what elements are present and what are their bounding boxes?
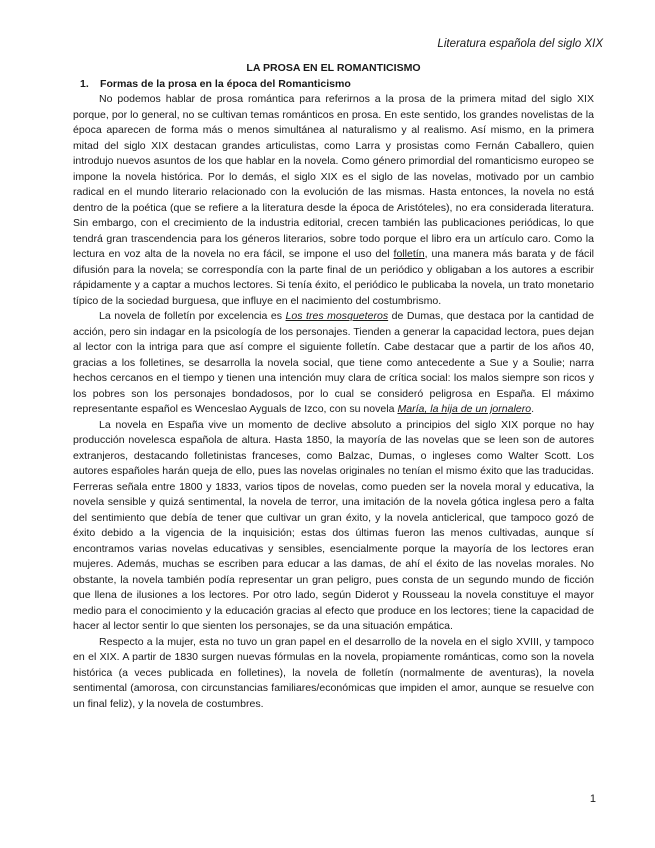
document-body bbox=[73, 61, 594, 712]
paragraph-1 bbox=[73, 92, 594, 309]
book-title-mosqueteros: Los tres mosqueteros bbox=[285, 310, 389, 322]
section-number: 1. bbox=[80, 77, 89, 90]
paragraph-2-text-a: La novela de folletín por excelencia es bbox=[99, 310, 286, 322]
running-header: Literatura española del siglo XIX bbox=[437, 38, 603, 50]
section-heading-text: Formas de la prosa en la época del Romanticismo bbox=[100, 77, 351, 90]
paragraph-4: Respecto a la mujer, esta no tuvo un gran papel en el desarrollo de la novela en el siglo XVIII, y tampoco en el XIX. A partir de 1830 surgen nuevas fórmulas en la novela, propiamente románticas, como son la novela histórica (a veces publicada en folletines), la novela de folletín (normalmente de aventuras), la novela sentimental (amorosa, con circunstancias familiares/económicas que impiden el amor, aunque se resuelve con un final feliz), y la novela de costumbres. bbox=[73, 635, 594, 710]
paragraph-1-text-a: No podemos hablar de prosa romántica para referirnos a la prosa de la primera mitad del siglo XIX porque, por lo general, no se cultivan temas románticos en prosa. En este sentido, los grandes novelistas de la época aparecen de forma más o menos simultánea al naturalismo y al realismo. Así mismo, en la primera mitad del siglo XIX destacan grandes articulistas, como Larra y prosistas como Fernán Caballero, quien introdujo nuevos asuntos de los que hablar en la novela. Como género primordial del romanticismo europeo se impone la novela histórica. Por lo demás, el siglo XIX es el siglo de las novelas, motivado por un cambio radical en el mundo literario relacionado con la evolución de las mismas. Hasta entonces, la novela no está dentro de la poética (que se refiere a la literatura desde la época de Aristóteles), no era considerada literatura. Sin embargo, con el crecimiento de la industria editorial, crecen también las publicaciones periódicas, lo que tendrá gran trascendencia para los géneros literarios, sobre todo porque el libro era un artículo caro. Como la lectura en voz alta de la novela no era fácil, se impone el uso del bbox=[73, 93, 594, 260]
paragraph-2-text-c: de Dumas, que destaca por la cantidad de acción, pero sin indagar en la psicología de los personajes. Tienden a generar la capacidad lectora, pues dejan al lector con la intriga para que así compre el siguiente folletín. Cabe destacar que a partir de los años 40, gracias a los folletines, se desarrolla la novela social, que tiene como antecedente a Sue y a Soulie; narra hechos cercanos en el tiempo y tienen una intención muy clara de crítica social: los malos siempre son ricos y los pobres son los personajes bondadosos, por lo cual se consideró peligrosa en España. El máximo representante español es Wenceslao Ayguals de Izco, con su novela bbox=[73, 310, 594, 415]
page-number: 1 bbox=[589, 793, 596, 805]
paragraph-3: La novela en España vive un momento de declive absoluto a principios del siglo XIX porque no hay producción novelesca española de altura. Hasta 1850, la mayoría de las novelas que se leen son de autores extranjeros, destacando folletinistas franceses, como Balzac, Dumas, o ingleses como Walter Scott. Los autores españoles harán queja de ello, pues las novelas originales no tenían el mismo éxito que las traducidas. Ferreras señala entre 1800 y 1833, varios tipos de novelas, como pueden ser la novela moral y educativa, la novela sensible y quizá sentimental, la novela de terror, una imitación de la novela gótica inglesa pero a falta del sentimiento que debía de tener que cultivar un gran éxito, y la novela anticlerical, que tampoco gozó de éxito debido a la vigencia de la inquisición; estas dos últimas fueron las menos cultivadas, aunque sí encontramos varias novelas educativas y sensibles, esencialmente porque la mayoría de los lectores eran mujeres. Además, muchas se escriben para educar a las damas, de ahí el éxito de las novelas morales. No obstante, la novela también podía representar un gran peligro, pues consta de un segundo mundo de ficción que llena de ilusiones a los lectores. Por otro lado, según Diderot y Rousseau la novela constituye el mayor medio para el conocimiento y la educación gracias al efecto que produce en los lectores; tiene la capacidad de hacer al lector sentir lo que sienten los personajes, se da una situación empática. bbox=[73, 418, 594, 632]
page-title: LA PROSA EN EL ROMANTICISMO bbox=[246, 62, 421, 74]
folletin-term: folletín bbox=[393, 248, 425, 260]
section-heading bbox=[80, 77, 594, 93]
paragraph-1-text-c: , una manera más barata y de fácil difusión para la novela; se correspondía con la parte final de un periódico y obligaban a los autores a escribir rápidamente y a captar a muchos lectores. Si tenía éxito, el periódico le publicaba la novela, un trato monetario típico de la sociedad burguesa, que influye en el nacimiento del costumbrismo. bbox=[73, 248, 595, 307]
book-title-maria: María, la hija de un jornalero bbox=[397, 403, 532, 415]
paragraph-2-text-e: . bbox=[531, 403, 535, 415]
paragraph-2 bbox=[73, 309, 594, 418]
